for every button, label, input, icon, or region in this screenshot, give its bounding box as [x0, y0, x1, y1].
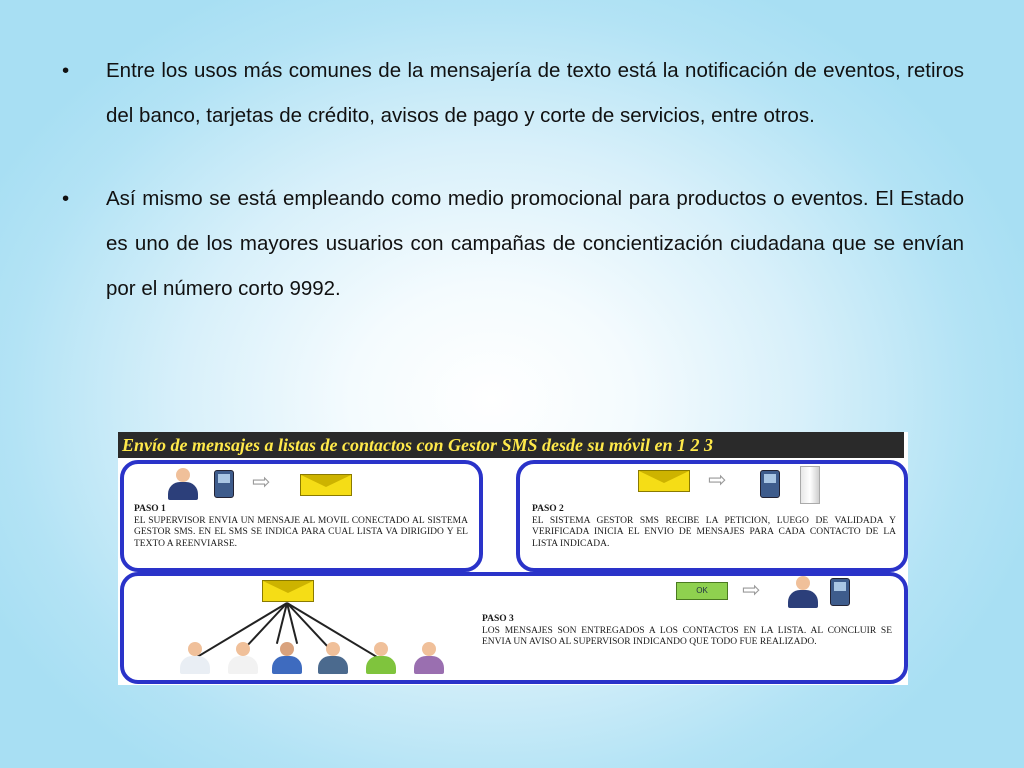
figure-title: Envío de mensajes a listas de contactos con Gestor SMS desde su móvil en 1 2 3 [118, 432, 904, 458]
supervisor-icon [168, 468, 198, 500]
contact-icon [180, 642, 210, 674]
bullet-list [58, 48, 964, 349]
step3-text [482, 614, 892, 649]
contact-icon [318, 642, 348, 674]
phone-icon [760, 470, 780, 498]
bullet-text: Así mismo se está empleando como medio promocional para productos o eventos. El Estado es uno de los mayores usuarios con campañas de concientización ciudadana que se envían por el número corto 9992. [106, 187, 964, 300]
contact-icon [414, 642, 444, 674]
step3-heading: PASO 3 [482, 614, 514, 624]
bullet-dot: • [62, 59, 70, 82]
envelope-icon [262, 580, 314, 602]
step1-heading: PASO 1 [134, 504, 166, 514]
envelope-icon [638, 470, 690, 492]
sms-process-figure [118, 432, 908, 685]
ok-envelope-icon: OK [676, 582, 728, 600]
step1-text [134, 504, 468, 550]
arrow-icon: ⇨ [742, 577, 761, 602]
bullet-dot: • [62, 187, 70, 210]
bullet-item [58, 48, 964, 138]
step3-panel [120, 572, 908, 684]
step2-text [532, 504, 896, 550]
server-icon [800, 466, 820, 504]
bullet-item [58, 176, 964, 311]
step3-body: LOS MENSAJES SON ENTREGADOS A LOS CONTACTOS EN LA LISTA. AL CONCLUIR SE ENVIA UN AVISO AL SUPERVISOR INDICANDO QUE TODO FUE REALIZADO. [482, 625, 892, 647]
step2-panel [516, 460, 908, 572]
supervisor-icon [788, 576, 818, 608]
phone-icon [830, 578, 850, 606]
bullet-text: Entre los usos más comunes de la mensajería de texto está la notificación de eventos, retiros del banco, tarjetas de crédito, avisos de pago y corte de servicios, entre otros. [106, 59, 964, 127]
arrow-icon: ⇨ [252, 469, 271, 494]
arrow-icon: ⇨ [708, 467, 727, 492]
contact-icon [366, 642, 396, 674]
contact-icon [272, 642, 302, 674]
phone-icon [214, 470, 234, 498]
step2-body: EL SISTEMA GESTOR SMS RECIBE LA PETICION, LUEGO DE VALIDADA Y VERIFICADA INICIA EL ENVIO DE MENSAJES PARA CADA CONTACTO DE LA LISTA INDICADA. [532, 515, 896, 549]
step1-panel [120, 460, 483, 572]
step2-heading: PASO 2 [532, 504, 564, 514]
step1-body: EL SUPERVISOR ENVIA UN MENSAJE AL MOVIL CONECTADO AL SISTEMA GESTOR SMS. EN EL SMS SE INDICA PARA CUAL LISTA VA DIRIGIDO Y EL TEXTO A REENVIARSE. [134, 515, 468, 549]
contact-icon [228, 642, 258, 674]
envelope-icon [300, 474, 352, 496]
